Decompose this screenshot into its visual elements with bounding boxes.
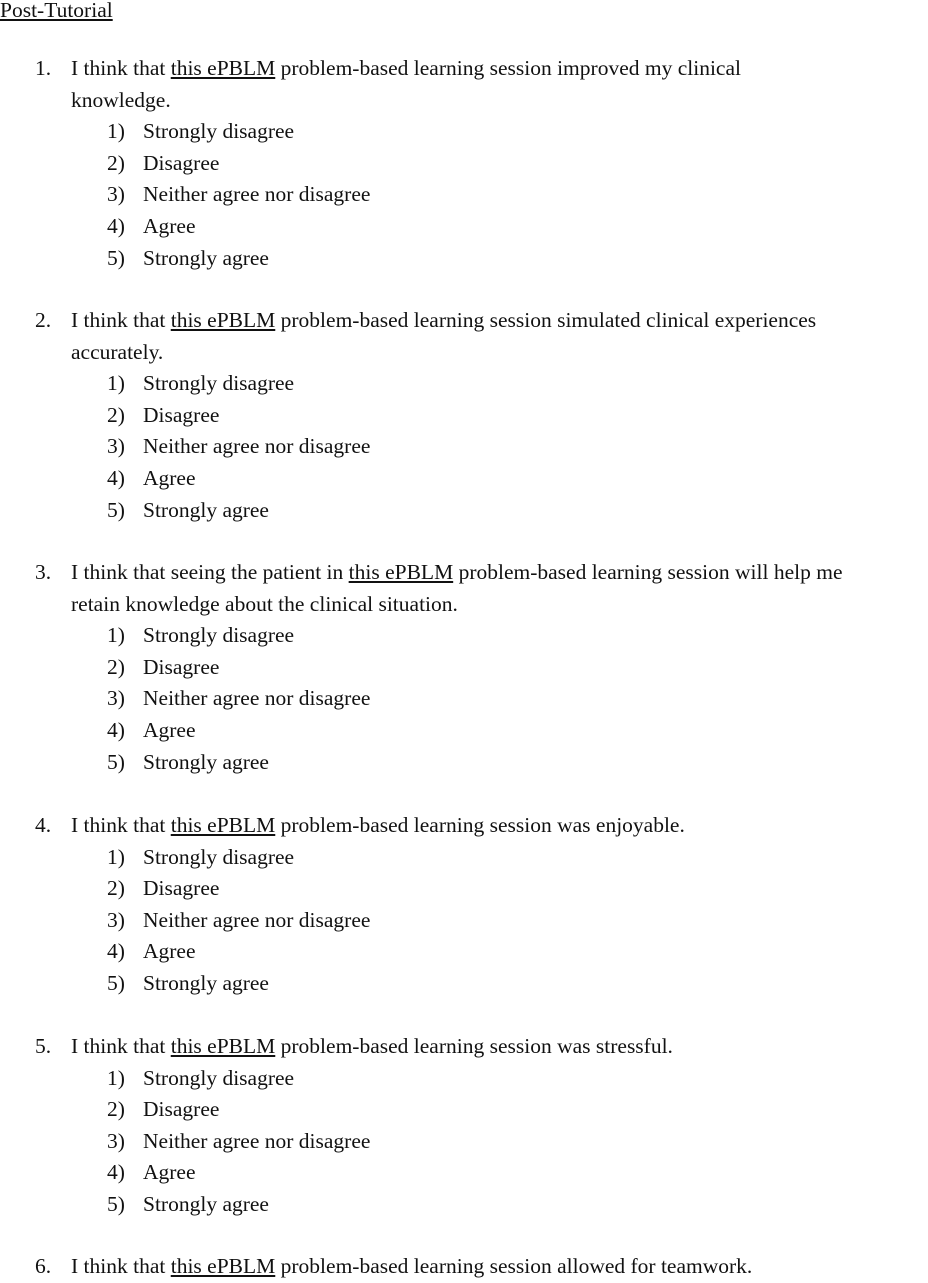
option-number: 4): [107, 1160, 125, 1185]
option-number: 3): [107, 686, 125, 711]
option-number: 5): [107, 245, 125, 270]
option-label: Disagree: [143, 402, 220, 427]
option-number: 5): [107, 1191, 125, 1216]
answer-option: [0, 747, 928, 779]
option-number: 4): [107, 213, 125, 238]
option-label: Agree: [143, 939, 196, 964]
answer-option: [0, 1063, 928, 1095]
option-label: Strongly disagree: [143, 623, 295, 648]
answer-option: [0, 368, 928, 400]
option-number: 2): [107, 150, 125, 175]
option-label: Disagree: [143, 1097, 220, 1122]
option-number: 1): [107, 844, 125, 869]
question-6: [0, 1251, 928, 1283]
option-number: 2): [107, 876, 125, 901]
question-1: [0, 53, 928, 274]
option-label: Strongly agree: [143, 245, 269, 270]
answer-option: [0, 620, 928, 652]
option-label: Strongly agree: [143, 497, 269, 522]
question-line: [0, 810, 928, 842]
question-text: I think that this ePBLM problem-based learning session allowed for teamwork.: [71, 1254, 753, 1278]
question-number: 1.: [35, 56, 52, 80]
option-label: Neither agree nor disagree: [143, 434, 371, 459]
option-number: 2): [107, 654, 125, 679]
option-number: 1): [107, 371, 125, 396]
question-3: [0, 557, 928, 778]
answer-option: [0, 1094, 928, 1126]
option-label: Strongly disagree: [143, 119, 295, 144]
question-number: 5.: [35, 1034, 52, 1058]
question-text: I think that this ePBLM problem-based learning session improved my clinical: [71, 56, 741, 80]
question-number: 2.: [35, 308, 52, 332]
question-number: 4.: [35, 813, 52, 837]
option-label: Strongly disagree: [143, 844, 295, 869]
option-label: Strongly agree: [143, 749, 269, 774]
option-label: Strongly agree: [143, 970, 269, 995]
question-line-continued: accurately.: [71, 339, 164, 364]
option-number: 5): [107, 497, 125, 522]
option-label: Neither agree nor disagree: [143, 907, 371, 932]
option-label: Neither agree nor disagree: [143, 686, 371, 711]
question-line-continued: retain knowledge about the clinical situation.: [71, 591, 458, 616]
answer-option: [0, 652, 928, 684]
answer-option: [0, 683, 928, 715]
option-number: 1): [107, 119, 125, 144]
underlined-term: this ePBLM: [348, 560, 454, 584]
answer-option: [0, 116, 928, 148]
answer-option: [0, 715, 928, 747]
question-number: 6.: [35, 1254, 52, 1278]
question-2: [0, 305, 928, 526]
option-number: 5): [107, 970, 125, 995]
question-4: [0, 810, 928, 1000]
option-label: Agree: [143, 717, 196, 742]
option-number: 5): [107, 749, 125, 774]
option-label: Disagree: [143, 654, 220, 679]
answer-option: [0, 148, 928, 180]
answer-option: [0, 1189, 928, 1221]
option-label: Strongly disagree: [143, 1065, 295, 1090]
answer-option: [0, 1157, 928, 1189]
answer-option: [0, 1126, 928, 1158]
question-line: [0, 1251, 928, 1283]
option-label: Agree: [143, 213, 196, 238]
answer-option: [0, 873, 928, 905]
option-label: Strongly agree: [143, 1191, 269, 1216]
answer-option: [0, 905, 928, 937]
underlined-term: this ePBLM: [170, 813, 276, 837]
answer-option: [0, 936, 928, 968]
option-label: Neither agree nor disagree: [143, 182, 371, 207]
option-label: Disagree: [143, 876, 220, 901]
answer-option: [0, 431, 928, 463]
answer-option: [0, 400, 928, 432]
question-line: [0, 1031, 928, 1063]
answer-option: [0, 968, 928, 1000]
option-label: Disagree: [143, 150, 220, 175]
option-label: Agree: [143, 1160, 196, 1185]
question-line-continued: knowledge.: [71, 87, 171, 112]
question-text: I think that seeing the patient in this ePBLM problem-based learning session will help me: [71, 560, 843, 584]
underlined-term: this ePBLM: [170, 1034, 276, 1058]
question-line: [0, 305, 928, 337]
option-number: 4): [107, 717, 125, 742]
option-number: 2): [107, 1097, 125, 1122]
question-line: [0, 53, 928, 85]
option-number: 2): [107, 402, 125, 427]
underlined-term: this ePBLM: [170, 1254, 276, 1278]
option-number: 4): [107, 939, 125, 964]
option-number: 3): [107, 1128, 125, 1153]
question-number: 3.: [35, 560, 52, 584]
option-number: 3): [107, 182, 125, 207]
question-line: [0, 557, 928, 589]
option-label: Strongly disagree: [143, 371, 295, 396]
option-number: 3): [107, 907, 125, 932]
answer-option: [0, 495, 928, 527]
option-number: 1): [107, 1065, 125, 1090]
option-number: 3): [107, 434, 125, 459]
option-number: 4): [107, 465, 125, 490]
question-5: [0, 1031, 928, 1221]
question-text: I think that this ePBLM problem-based learning session was enjoyable.: [71, 813, 685, 837]
answer-option: [0, 842, 928, 874]
answer-option: [0, 211, 928, 243]
question-text: I think that this ePBLM problem-based learning session simulated clinical experiences: [71, 308, 817, 332]
answer-option: [0, 243, 928, 275]
underlined-term: this ePBLM: [170, 308, 276, 332]
option-label: Agree: [143, 465, 196, 490]
option-number: 1): [107, 623, 125, 648]
question-text: I think that this ePBLM problem-based learning session was stressful.: [71, 1034, 673, 1058]
page-title: Post-Tutorial: [0, 0, 113, 22]
underlined-term: this ePBLM: [170, 56, 276, 80]
answer-option: [0, 179, 928, 211]
answer-option: [0, 463, 928, 495]
option-label: Neither agree nor disagree: [143, 1128, 371, 1153]
